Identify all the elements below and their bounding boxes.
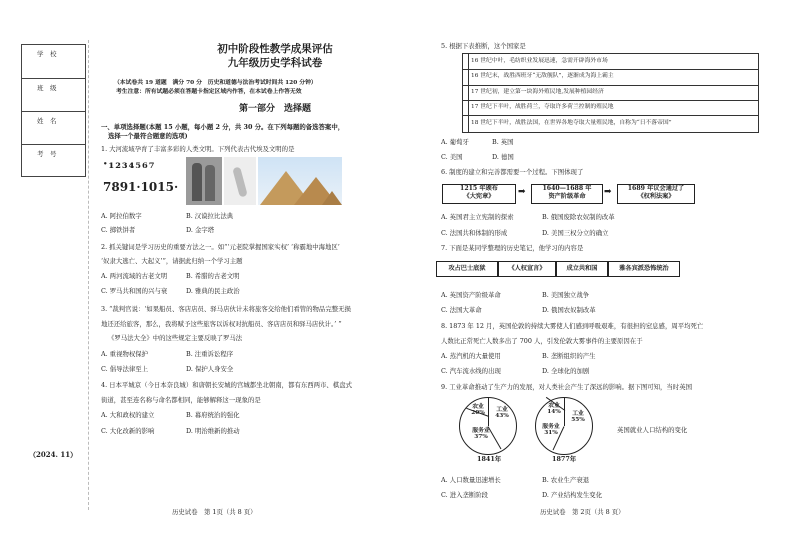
arrow-right-icon: ➡ [604, 187, 612, 197]
q7-timeline [436, 261, 684, 277]
q7-option-d[interactable]: D. 俄国农奴制改革 [542, 306, 596, 314]
q7-step: 《人权宣言》 [498, 261, 556, 277]
q3-stem-3: 《罗马法大全》中的这些规定主要反映了罗马法 [108, 334, 243, 342]
q9-option-b[interactable]: B. 农业生产衰退 [542, 476, 590, 484]
q9-option-c[interactable]: C. 进入垄断阶段 [441, 491, 489, 499]
examno-row: 考 号 [22, 144, 85, 176]
q8-option-c[interactable]: C. 汽车流水线的出现 [441, 367, 501, 375]
q2-option-b[interactable]: B. 希腊的古老文明 [186, 272, 240, 280]
q2-stem-1: 2. 抓关键词是学习历史的重要方法之一。如“‘元老院掌握国家实权’ ‘称霸地中海地区’ [101, 243, 340, 251]
digits-image: ·₁₂₃₄₅₆₇ 7891·1015· [103, 157, 179, 194]
pie-1841-label-ind: 工业 43% [495, 407, 509, 419]
q8-option-a[interactable]: A. 蒸汽机的大量使用 [441, 352, 501, 360]
part1-intro-1: 一、单项选择题(本题 15 小题，每小题 2 分，共 30 分。在下列每题的备选答案中， [101, 123, 345, 131]
q6-option-c[interactable]: C. 法国共和体制的形成 [441, 229, 508, 237]
q5-row: 16 世纪末，战胜西班牙“无敌舰队”，逐渐成为海上霸主 [471, 73, 614, 79]
q8-option-b[interactable]: B. 垄断组织的产生 [542, 352, 596, 360]
school-row: 学 校 [37, 50, 57, 58]
q9-chart-caption: 英国就业人口结构的变化 [617, 426, 688, 434]
q7-step: 成立共和国 [556, 261, 608, 277]
q5-option-a[interactable]: A. 葡萄牙 [441, 138, 469, 146]
exam-title-2: 九年级历史学科试卷 [227, 57, 323, 69]
q9-option-d[interactable]: D. 产业结构发生变化 [542, 491, 603, 499]
q2-stem-2: ‘奴隶大逃亡、大起义’”，请据此归纳一个学习主题 [101, 257, 243, 265]
q5-option-d[interactable]: D. 德国 [492, 153, 514, 161]
q2-option-a[interactable]: A. 两河流域的古老文明 [101, 272, 168, 280]
q6-flow-box-3: 1689 年议会通过了 《权利法案》 [617, 184, 695, 204]
arrow-right-icon: ➡ [518, 187, 526, 197]
q4-option-a[interactable]: A. 大和政权的建立 [101, 411, 155, 419]
q4-stem-2: 街道，甚至连名称与命名都相同，能够解释这一现象的是 [101, 396, 261, 404]
pie-1877 [535, 397, 593, 455]
q7-option-b[interactable]: B. 美国独立战争 [542, 291, 590, 299]
q5-option-b[interactable]: B. 英国 [492, 138, 514, 146]
q5-row: 17 世纪初，建立第一块海外殖民地,发展种植园经济 [471, 89, 604, 95]
q7-option-c[interactable]: C. 法国大革命 [441, 306, 482, 314]
part1-heading: 第一部分 选择题 [238, 104, 311, 114]
pie-1841-label-agri: 农业 20% [471, 404, 485, 416]
q6-option-a[interactable]: A. 英国君主立宪制的探索 [441, 213, 514, 221]
q3-option-d[interactable]: D. 保护人身安全 [186, 365, 234, 373]
pie-1841-year: 1841年 [477, 455, 502, 463]
q9-stem: 9. 工业革命推动了生产力的发展，对人类社会产生了深远的影响。据下图可知，当时英国 [441, 383, 692, 391]
name-row: 姓 名 [22, 111, 85, 138]
q1-option-c[interactable]: C. 掷铁饼者 [101, 226, 136, 234]
q5-row: 18 世纪下半叶，战胜法国，在世界各地夺取大量殖民地，自称为“日不落帝国” [471, 120, 672, 126]
q7-step: 雅各宾派恐怖统治 [608, 261, 680, 277]
q3-option-b[interactable]: B. 注重诉讼程序 [186, 350, 234, 358]
q5-table [462, 53, 759, 133]
q7-step: 攻占巴士底狱 [436, 261, 498, 277]
q5-option-c[interactable]: C. 美国 [441, 153, 463, 161]
q1-stem: 1. 大河流域孕育了丰富多彩的人类文明。下列代表古代埃及文明的是 [101, 145, 295, 153]
q2-option-c[interactable]: C. 罗马共和国的兴与衰 [101, 287, 168, 295]
q6-stem: 6. 制度的建立和完善都需要一个过程。下图体现了 [441, 168, 584, 176]
q6-flow-box-1: 1215 年颁布 《大宪章》 [442, 184, 516, 204]
q1-option-a[interactable]: A. 阿拉伯数字 [101, 212, 142, 220]
q3-option-a[interactable]: A. 重视物权保护 [101, 350, 149, 358]
q5-stem: 5. 根据下表推断，这个国家是 [441, 42, 526, 50]
q6-option-b[interactable]: B. 俄国废除农奴制的改革 [542, 213, 615, 221]
discobolus-image [224, 157, 256, 205]
binding-line [88, 40, 89, 510]
q8-stem-1: 8. 1873 年 12 月，英国伦敦的持续大雾使人们感到呼吸艰难，有很担的窒息感，周平均死亡 [441, 322, 704, 330]
pie-1877-label-agri: 农业 14% [547, 403, 561, 415]
q7-stem: 7. 下面是某同学整理的历史笔记，他学习的内容是 [441, 244, 584, 252]
q9-option-a[interactable]: A. 人口数量迅速增长 [441, 476, 501, 484]
pie-1877-year: 1877年 [552, 455, 577, 463]
q2-option-d[interactable]: D. 雅典的民主政治 [186, 287, 240, 295]
q3-stem-1: 3. “裁判官说：‘如果船员、客店店员、驿马店伙计未将旅客交给他们看管的物品完整无损 [101, 305, 351, 313]
exam-meta-2: 考生注意：所有试题必须在答题卡指定区域内作答，在本试卷上作答无效 [116, 89, 302, 95]
q6-flow-box-2: 1640—1688 年 资产阶级革命 [531, 184, 603, 204]
exam-meta-1: （本试卷共 19 道题 满分 70 分 历史和道德与法治考试时间共 120 分钟） [114, 80, 317, 86]
q1-option-b[interactable]: B. 汉谟拉比法典 [186, 212, 234, 220]
statue-image [186, 157, 222, 205]
q5-row: 17 世纪下半叶，战胜荷兰，夺取许多荷兰控制的殖民地 [471, 104, 614, 110]
q8-stem-2: 人数比正常死亡人数多出了 700 人，引发伦敦大雾事件的主要原因在于 [441, 337, 643, 345]
pie-1841-label-serv: 服务业 37% [472, 428, 490, 440]
pie-1877-label-ind: 工业 55% [571, 411, 585, 423]
student-info-box [21, 44, 86, 177]
q3-option-c[interactable]: C. 倡导法律至上 [101, 365, 149, 373]
pyramid-image [258, 157, 342, 205]
part1-intro-2: 选择一个最符合题意的选项) [108, 132, 188, 140]
q1-option-d[interactable]: D. 金字塔 [186, 226, 215, 234]
pie-1877-label-serv: 服务业 31% [542, 424, 560, 436]
q7-option-a[interactable]: A. 英国资产阶级革命 [441, 291, 501, 299]
exam-title-1: 初中阶段性教学成果评估 [217, 43, 333, 55]
q4-option-b[interactable]: B. 幕府统治的强化 [186, 411, 240, 419]
q3-stem-2: 地还还给旅客，那么，我将赋予这些旅客以诉权对抗船员、客店店员和驿马店伙计。’ ” [101, 320, 342, 328]
footer-page-2: 历史试卷 第 2页（共 8 页） [540, 508, 625, 516]
q4-stem-1: 4. 日本平城京（今日本奈良城）和唐朝长安城的宫城都坐北朝南，都有东西两市、棋盘式 [101, 381, 352, 389]
pie-1841 [459, 397, 517, 455]
q4-option-c[interactable]: C. 大化改新的影响 [101, 427, 155, 435]
q5-row: 16 世纪中叶，毛纺织业发展迅速，急需开辟海外市场 [471, 58, 608, 64]
q4-option-d[interactable]: D. 明治维新的推动 [186, 427, 240, 435]
q6-option-d[interactable]: D. 美国三权分立的确立 [542, 229, 609, 237]
q8-option-d[interactable]: D. 全球化的加剧 [542, 367, 590, 375]
class-row: 班 级 [22, 78, 85, 105]
exam-date: （2024. 11） [29, 450, 78, 459]
footer-page-1: 历史试卷 第 1页（共 8 页） [172, 508, 257, 516]
